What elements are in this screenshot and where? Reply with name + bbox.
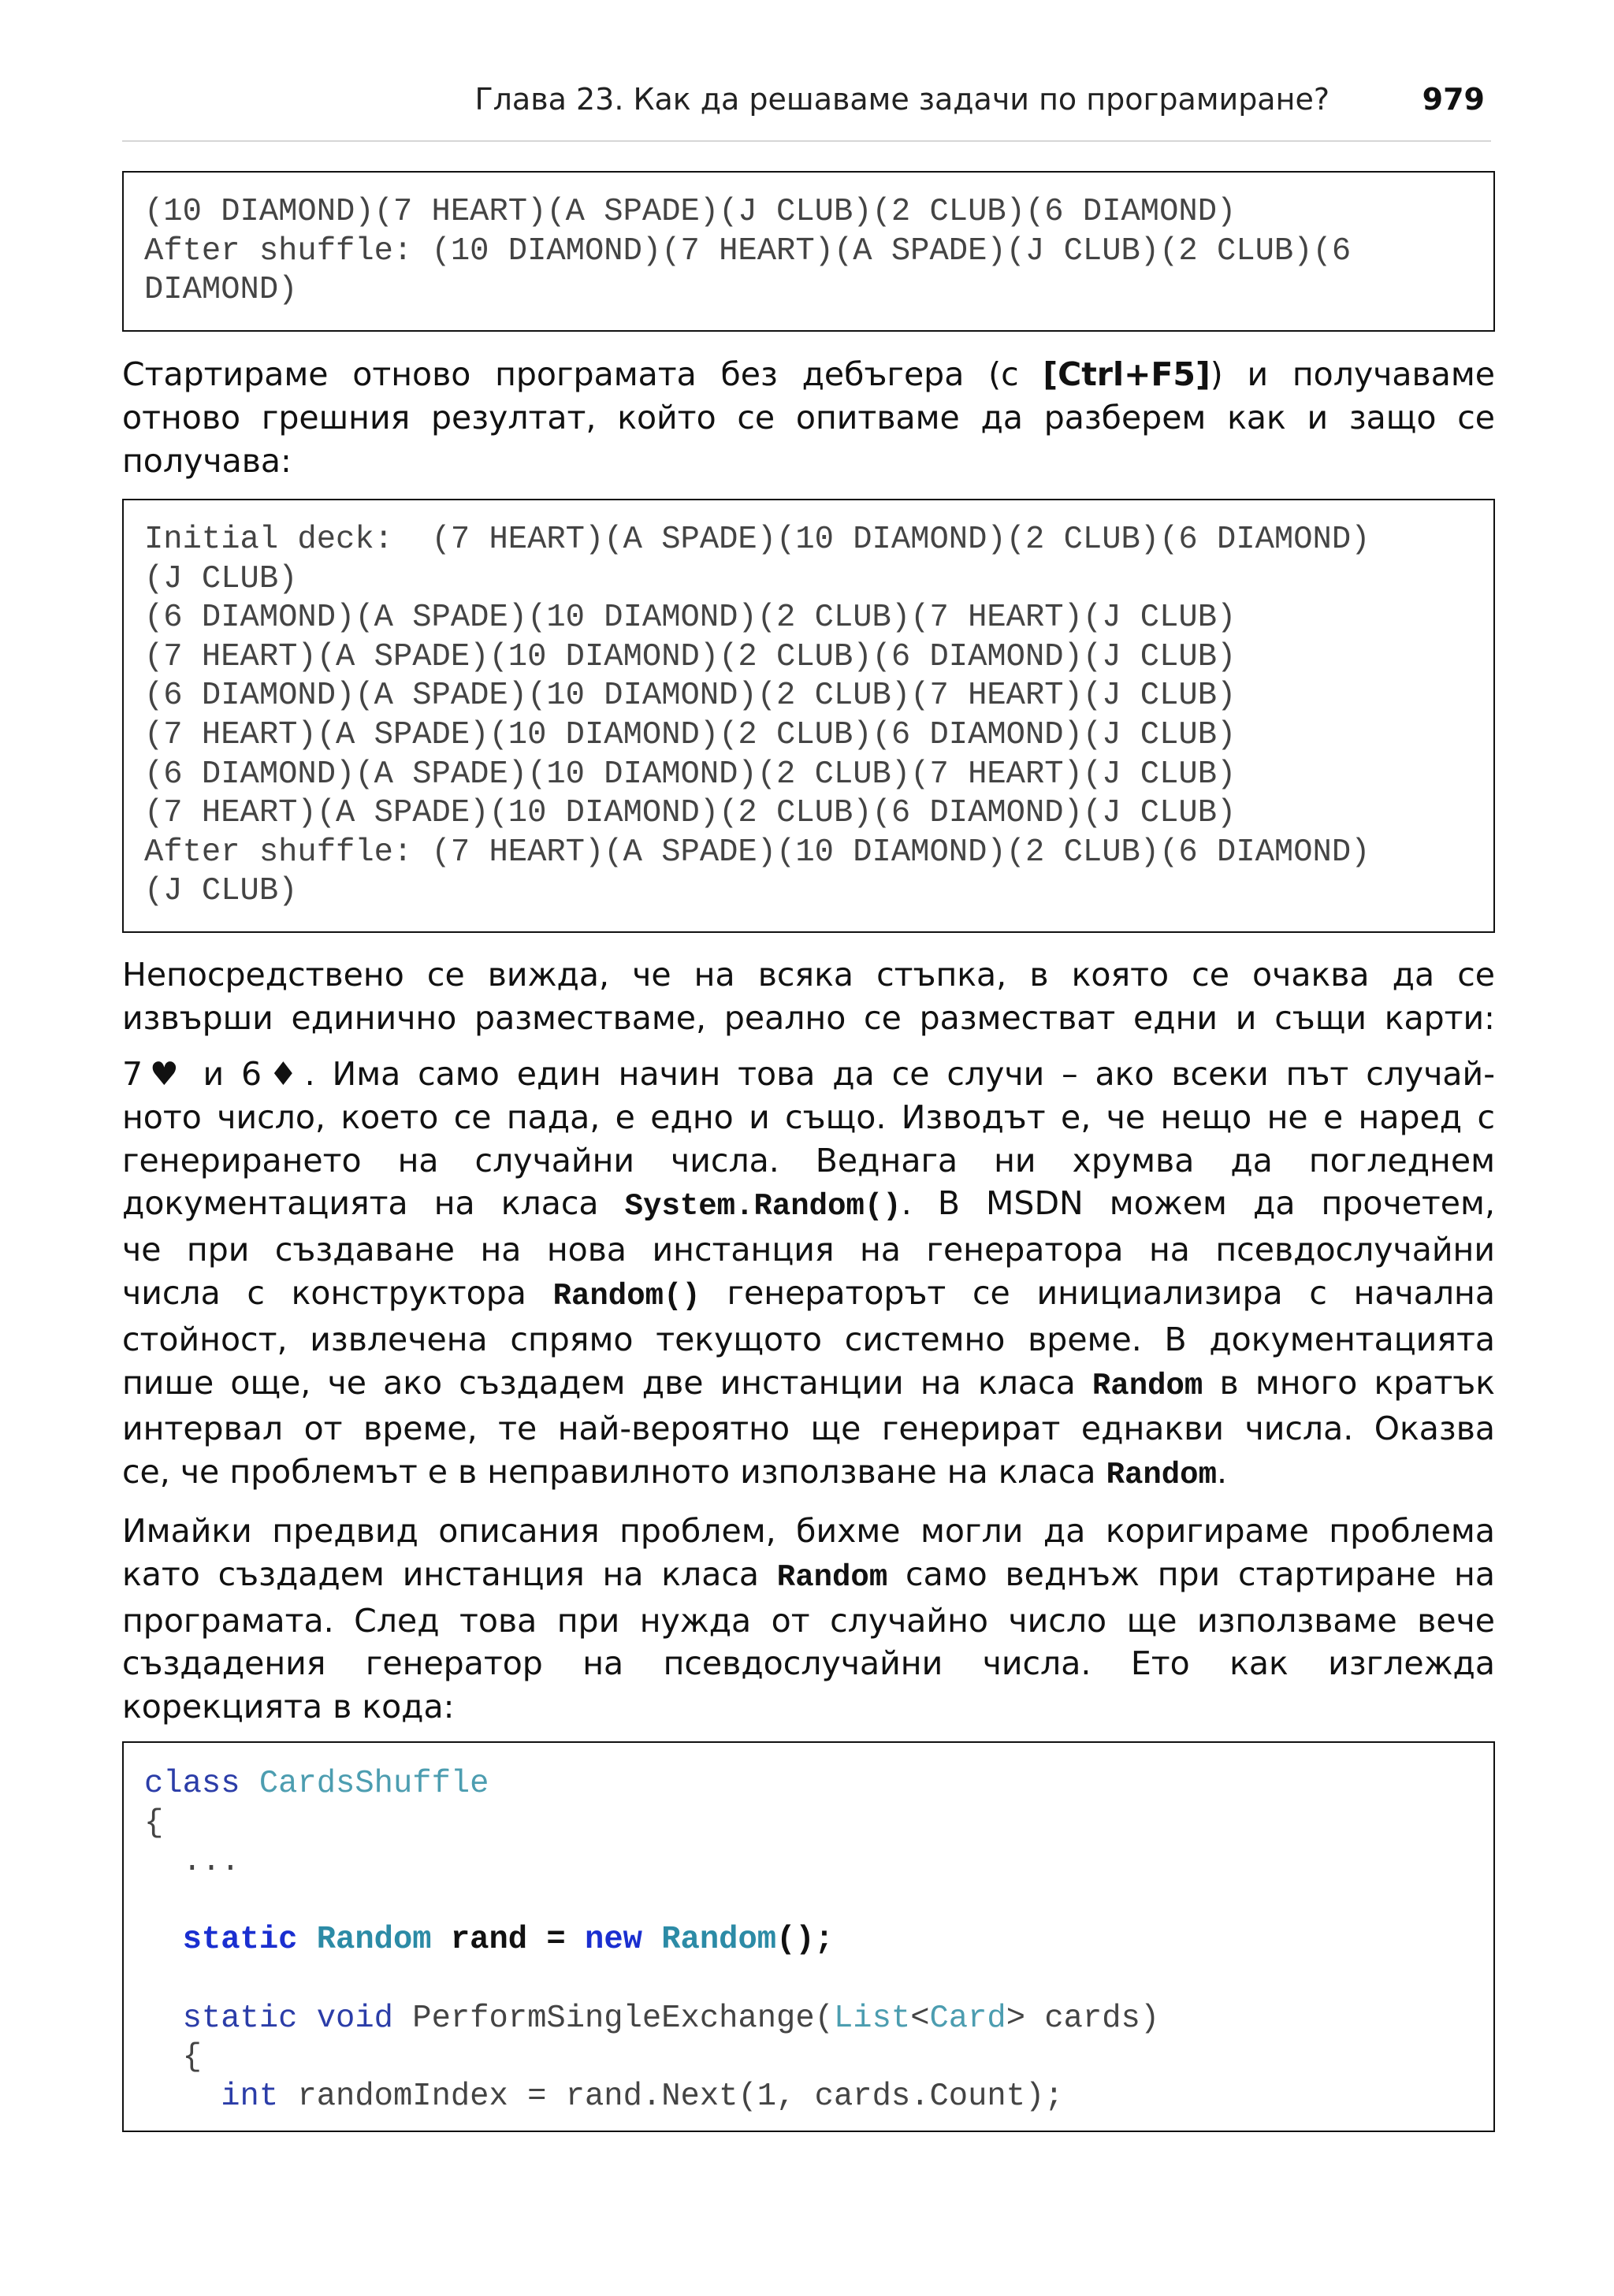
output-line: Initial deck: (7 HEART)(A SPADE)(10 DIAMOND)(2 CLUB)(6 DIAMOND)	[144, 522, 1370, 558]
inline-code: System.Random()	[624, 1189, 902, 1224]
output-line: (J CLUB)	[144, 873, 298, 910]
output-line: (6 DIAMOND)(A SPADE)(10 DIAMOND)(2 CLUB)(7 HEART)(J CLUB)	[144, 678, 1237, 715]
output-line: (7 HEART)(A SPADE)(10 DIAMOND)(2 CLUB)(6 DIAMOND)(J CLUB)	[144, 638, 1237, 675]
keyword: int	[221, 2078, 279, 2115]
text-line: документацията на класа System.Random(). В MSDN можем да прочетем,	[122, 1184, 1495, 1224]
text-line: извърши единично разместваме, реално се разместват едни и същи карти:	[122, 998, 1495, 1037]
keyboard-shortcut: [Ctrl+F5]	[1043, 355, 1210, 393]
text-line: получава:	[122, 441, 292, 480]
text-line: Имайки предвид описания проблем, бихме могли да коригираме проблема	[122, 1512, 1495, 1550]
output-line: DIAMOND)	[144, 272, 298, 309]
page-number: 979	[1422, 82, 1485, 117]
output-line: After shuffle: (10 DIAMOND)(7 HEART)(A SPADE)(J CLUB)(2 CLUB)(6	[144, 232, 1352, 269]
text-line: че при създаване на нова инстанция на генератора на псевдослучайни	[122, 1231, 1495, 1269]
output-line: (10 DIAMOND)(7 HEART)(A SPADE)(J CLUB)(2 CLUB)(6 DIAMOND)	[144, 194, 1237, 230]
text-line: отново грешния резултат, който се опитваме да разберем как и защо се	[122, 398, 1495, 437]
text-line: се, че проблемът е в неправилното използване на класа Random.	[122, 1453, 1228, 1493]
type-name: Card	[929, 2000, 1006, 2037]
type-name: CardsShuffle	[258, 1766, 489, 1802]
keyword: void	[316, 2000, 393, 2037]
text-line: стойност, извлечена спрямо текущото системно време. В документацията	[122, 1320, 1495, 1358]
text-line: програмата. След това при нужда от случайно число ще използваме вече	[122, 1601, 1495, 1640]
output-line: (J CLUB)	[144, 560, 298, 597]
type-name: List	[833, 2000, 911, 2037]
code-text: class CardsShuffle { ... static Random rand = new Random(); static void PerformSingleExchange(List<Card> cards) { int randomIndex = rand.Next(1, cards.Count);	[144, 1766, 1160, 2115]
output-1-text	[144, 193, 1493, 310]
text-line: пише още, че ако създадем две инстанции на класа Random в много кратък	[122, 1363, 1495, 1403]
console-output-2	[122, 499, 1495, 933]
ellipsis: ...	[182, 1844, 240, 1881]
output-line: (7 HEART)(A SPADE)(10 DIAMOND)(2 CLUB)(6 DIAMOND)(J CLUB)	[144, 795, 1237, 832]
paragraph-rerun	[122, 353, 1495, 482]
console-output-1	[122, 171, 1495, 332]
text-line: корекцията в кода:	[122, 1688, 455, 1726]
text-line: 7♥ и 6♦. Има само един начин това да се случи – ако всеки път случай-	[122, 1055, 1495, 1093]
keyword: static	[182, 1922, 298, 1959]
text-line: създадения генератор на псевдослучайни числа. Ето как изглежда	[122, 1644, 1495, 1683]
keyword: class	[144, 1766, 240, 1802]
keyword: new	[585, 1922, 642, 1959]
output-line: (6 DIAMOND)(A SPADE)(10 DIAMOND)(2 CLUB)(7 HEART)(J CLUB)	[144, 600, 1237, 637]
text-line: генерирането на случайни числа. Веднага ни хрумва да погледнем	[122, 1141, 1495, 1180]
output-line: (6 DIAMOND)(A SPADE)(10 DIAMOND)(2 CLUB)(7 HEART)(J CLUB)	[144, 756, 1237, 793]
output-2-text	[144, 521, 1493, 912]
text-line: Стартираме отново програмата без дебъгера (с [Ctrl+F5]) и получаваме	[122, 355, 1495, 393]
inline-code: Random	[1106, 1458, 1217, 1493]
text-line: интервал от време, те най-вероятно ще генерират еднакви числа. Оказва	[122, 1410, 1495, 1448]
type-name: Random	[316, 1922, 432, 1959]
chapter-title: Глава 23. Как да решаваме задачи по програмиране?	[474, 82, 1330, 117]
inline-code: Random	[776, 1559, 888, 1595]
brace: {	[144, 1804, 164, 1841]
code-listing	[122, 1741, 1495, 2132]
text-line: ното число, което се пада, е едно и също. Изводът е, че нещо не е наред с	[122, 1098, 1495, 1136]
output-line: After shuffle: (7 HEART)(A SPADE)(10 DIAMOND)(2 CLUB)(6 DIAMOND)	[144, 834, 1370, 871]
text-line: като създадем инстанция на класа Random само веднъж при стартиране на	[122, 1555, 1495, 1595]
type-name: Random	[661, 1922, 777, 1959]
text-line: Непосредствено се вижда, че на всяка стъпка, в която се очаква да се	[122, 956, 1495, 994]
output-line: (7 HEART)(A SPADE)(10 DIAMOND)(2 CLUB)(6 DIAMOND)(J CLUB)	[144, 716, 1237, 753]
page-header	[122, 76, 1491, 142]
inline-code: Random	[1091, 1368, 1203, 1403]
inline-code: Random()	[552, 1278, 701, 1313]
paragraph-fix	[122, 1510, 1495, 1729]
paragraph-explanation	[122, 1053, 1495, 1497]
keyword: static	[182, 2000, 298, 2037]
brace: {	[182, 2039, 202, 2076]
paragraph-observation	[122, 953, 1495, 1040]
text-line: числа с конструктора Random() генераторът се инициализира с начална	[122, 1273, 1495, 1313]
